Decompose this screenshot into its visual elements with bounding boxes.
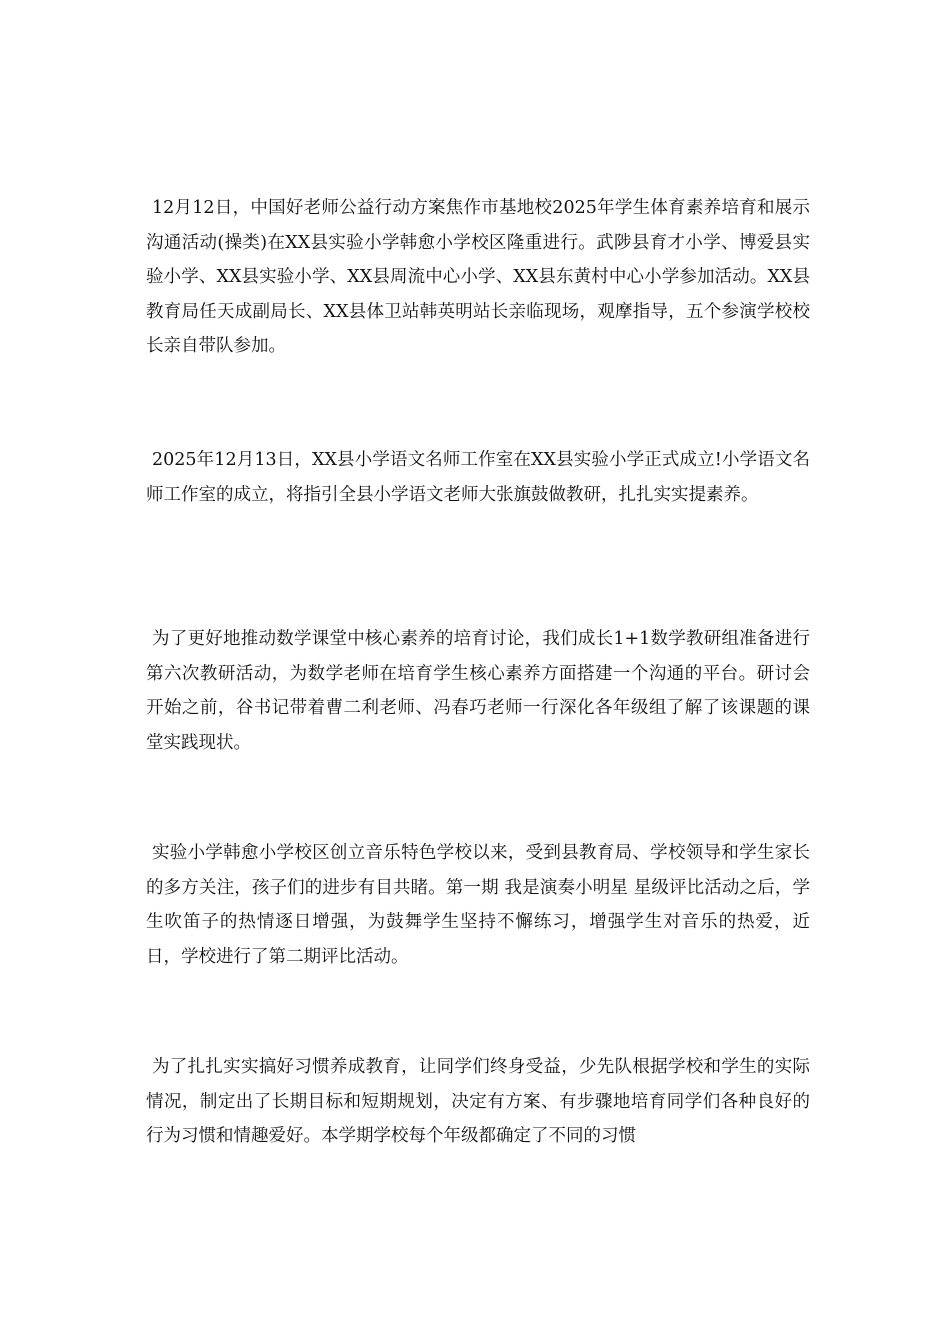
paragraph-habit-education: 为了扎扎实实搞好习惯养成教育，让同学们终身受益，少先队根据学校和学生的实际情况，制定出了长期目标和短期规划，决定有方案、有步骤地培育同学们各种良好的行为习惯和情趣爱好。本学期学校每个年级都确定了不同的习惯	[146, 1057, 810, 1146]
paragraph-music-school: 实验小学韩愈小学校区创立音乐特色学校以来，受到县教育局、学校领导和学生家长的多方关注，孩子们的进步有目共睹。第一期 我是演奏小明星 星级评比活动之后，学生吹笛子的热情逐日增强，为鼓舞学生坚持不懈练习，增强学生对音乐的热爱，近日，学校进行了第二期评比活动。	[146, 843, 810, 967]
paragraph-math-research: 为了更好地推动数学课堂中核心素养的培育讨论，我们成长1+1数学教研组准备进行第六次教研活动，为数学老师在培育学生核心素养方面搭建一个沟通的平台。研讨会开始之前，谷书记带着曹二利老师、冯春巧老师一行深化各年级组了解了该课题的课堂实践现状。	[146, 629, 810, 753]
paragraph-sports-activity: 12月12日，中国好老师公益行动方案焦作市基地校2025年学生体育素养培育和展示沟通活动(操类)在XX县实验小学韩愈小学校区隆重进行。武陟县育才小学、博爱县实验小学、XX县实验小学、XX县周流中心小学、XX县东黄村中心小学参加活动。XX县教育局任天成副局长、XX县体卫站韩英明站长亲临现场，观摩指导，五个参演学校校长亲自带队参加。	[146, 198, 810, 356]
paragraph-chinese-studio: 2025年12月13日，XX县小学语文名师工作室在XX县实验小学正式成立!小学语文名师工作室的成立，将指引全县小学语文老师大张旗鼓做教研，扎扎实实提素养。	[146, 450, 810, 505]
